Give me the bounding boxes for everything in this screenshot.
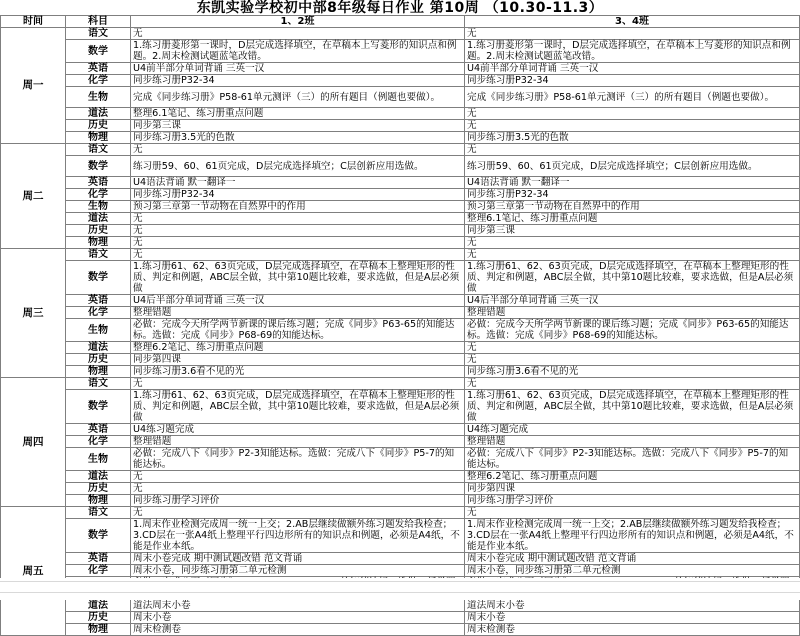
table-row [1,189,800,201]
homework-cell-class-a: 整理6.1笔记、练习册重点问题 [131,108,465,120]
subject-cell: 语文 [66,378,131,390]
homework-cell-class-b: 同步第四课 [465,483,800,495]
subject-cell: 化学 [66,565,131,577]
homework-cell-class-a: 周末小卷 [131,612,465,624]
table-row [1,565,800,577]
subject-cell: 道法 [66,600,131,612]
table-row [1,519,800,553]
page-title: 东凯实验学校初中部8年级每日作业 第10周 （10.30-11.3） [196,0,604,16]
homework-cell-class-b: 无 [465,342,800,354]
day-label: 周三 [1,249,66,378]
subject-cell: 化学 [66,75,131,87]
homework-cell-class-b: 同步第三课 [465,225,800,237]
table-row [1,40,800,63]
table-row [1,354,800,366]
homework-cell-class-b: 整理错题 [465,307,800,319]
table-row [1,624,800,636]
subject-cell: 生物 [66,201,131,213]
homework-cell-class-b: 无 [465,354,800,366]
subject-cell: 物理 [66,237,131,249]
homework-cell-class-a: 同步练习册学习评价 [131,495,465,507]
subject-cell: 英语 [66,553,131,565]
homework-cell-class-b: 无 [465,144,800,156]
homework-cell-class-b: U4前半部分单词背诵 三英一汉 [465,63,800,75]
homework-cell-class-b: 同步练习册3.5光的色散 [465,132,800,144]
table-row [1,213,800,225]
homework-cell-class-a: 无 [131,213,465,225]
homework-cell-class-a: 无 [131,225,465,237]
table-row [1,495,800,507]
homework-cell-class-b: 练习册59、60、61页完成，D层完成选择填空；C层创新应用选做。 [465,156,800,177]
subject-cell: 语文 [66,28,131,40]
table-row [1,108,800,120]
homework-cell-class-b: 1.周末作业检测完成周一统一上交；2.AB层继续做额外练习题发给我检查；3.CD层在一张A4纸上整理平行四边形所有的知识点和例题，必须是A4纸，不能是作业本纸。 [465,519,800,553]
table-row [1,436,800,448]
empty-spreadsheet-rows [0,578,800,600]
homework-cell-class-a: 无 [131,378,465,390]
day-label: 周一 [1,28,66,144]
homework-cell-class-b: 必做：完成八下《同步》P2-3知能达标。选做：完成八下《同步》P5-7的知能达标。 [465,448,800,471]
table-row [1,132,800,144]
table-row [1,612,800,624]
header-subject: 科目 [66,16,131,28]
homework-cell-class-a: 1.练习册61、62、63页完成，D层完成选择填空，在草稿本上整理矩形的性质、判定和例题，ABC层全做，其中第10题比较难，要求选做，但是A层必须做 [131,390,465,424]
homework-cell-class-a: 周末检测卷 [131,624,465,636]
homework-cell-class-a: U4练习题完成 [131,424,465,436]
homework-cell-class-b: 无 [465,108,800,120]
homework-cell-class-b: 1.练习册61、62、63页完成，D层完成选择填空，在草稿本上整理矩形的性质、判定和例题，ABC层全做，其中第10题比较难，要求选做，但是A层必须做 [465,261,800,295]
table-row [1,366,800,378]
subject-cell: 语文 [66,144,131,156]
homework-cell-class-a: 同步练习册3.5光的色散 [131,132,465,144]
subject-cell: 英语 [66,63,131,75]
subject-cell: 生物 [66,87,131,108]
homework-cell-class-b: 同步练习册学习评价 [465,495,800,507]
homework-cell-class-a: 1.周末作业检测完成周一统一上交；2.AB层继续做额外练习题发给我检查；3.CD层在一张A4纸上整理平行四边形所有的知识点和例题，必须是A4纸，不能是作业本纸。 [131,519,465,553]
homework-table-body [1,16,800,636]
subject-cell: 英语 [66,424,131,436]
subject-cell: 英语 [66,177,131,189]
homework-cell-class-a: 同步第三课 [131,120,465,132]
homework-cell-class-b: 完成《同步练习册》P58-61单元测评（三）的所有题目（例题也要做）。 [465,87,800,108]
table-row [1,471,800,483]
table-row [1,177,800,189]
homework-cell-class-a: 练习册59、60、61页完成，D层完成选择填空；C层创新应用选做。 [131,156,465,177]
homework-cell-class-a: 无 [131,237,465,249]
homework-cell-class-a: U4前半部分单词背诵 三英一汉 [131,63,465,75]
table-row [1,28,800,40]
subject-cell: 道法 [66,213,131,225]
table-row [1,249,800,261]
homework-cell-class-b: 无 [465,28,800,40]
table-row [1,483,800,495]
homework-cell-class-b: 无 [465,378,800,390]
subject-cell: 化学 [66,307,131,319]
homework-cell-class-a: 无 [131,28,465,40]
homework-cell-class-b: 道法周末小卷 [465,600,800,612]
homework-cell-class-a: 同步第四课 [131,354,465,366]
table-row [1,144,800,156]
subject-cell: 数学 [66,261,131,295]
table-row [1,75,800,87]
homework-cell-class-a: 预习第三章第一节动物在自然界中的作用 [131,201,465,213]
homework-cell-class-b: 周末小卷，同步练习册第二单元检测 [465,565,800,577]
table-row [1,307,800,319]
subject-cell: 历史 [66,483,131,495]
homework-cell-class-b: 同步练习册P32-34 [465,75,800,87]
homework-cell-class-b: 整理错题 [465,436,800,448]
homework-cell-class-b: 无 [465,507,800,519]
header-time: 时间 [1,16,66,28]
subject-cell: 化学 [66,189,131,201]
homework-cell-class-a: 整理错题 [131,307,465,319]
homework-cell-class-a: 无 [131,507,465,519]
subject-cell: 道法 [66,342,131,354]
table-row [1,261,800,295]
gridline [0,592,800,593]
homework-table [0,15,800,636]
subject-cell: 化学 [66,436,131,448]
subject-cell: 数学 [66,390,131,424]
homework-cell-class-a: 同步练习册3.6看不见的光 [131,366,465,378]
homework-cell-class-b: 同步练习册P32-34 [465,189,800,201]
homework-cell-class-a: 1.练习册61、62、63页完成，D层完成选择填空，在草稿本上整理矩形的性质、判定和例题，ABC层全做，其中第10题比较难，要求选做，但是A层必须做 [131,261,465,295]
homework-cell-class-a: 无 [131,471,465,483]
homework-cell-class-b: 整理6.1笔记、练习册重点问题 [465,213,800,225]
subject-cell: 物理 [66,132,131,144]
homework-cell-class-b: 周末小卷 [465,612,800,624]
gridline [0,581,800,582]
table-row [1,201,800,213]
homework-cell-class-a: 周末小卷，同步练习册第二单元检测 [131,565,465,577]
homework-cell-class-b: U4后半部分单词背诵 三英一汉 [465,295,800,307]
homework-cell-class-a: 周末小卷完成 期中测试题改错 范文背诵 [131,553,465,565]
subject-cell: 数学 [66,519,131,553]
subject-cell: 物理 [66,366,131,378]
table-row [1,87,800,108]
homework-cell-class-b: U4语法背诵 默一翻译一 [465,177,800,189]
homework-cell-class-a: 无 [131,483,465,495]
homework-cell-class-b: 1.练习册61、62、63页完成，D层完成选择填空，在草稿本上整理矩形的性质、判定和例题，ABC层全做，其中第10题比较难，要求选做，但是A层必须做 [465,390,800,424]
day-label: 周四 [1,378,66,507]
subject-cell: 历史 [66,120,131,132]
table-row [1,448,800,471]
day-label: 周五 [1,507,66,636]
homework-cell-class-b: 同步练习册3.6看不见的光 [465,366,800,378]
subject-cell: 生物 [66,319,131,342]
homework-cell-class-b: U4练习题完成 [465,424,800,436]
homework-cell-class-a: 同步练习册P32-34 [131,75,465,87]
homework-cell-class-a: 1.练习册菱形第一课时，D层完成选择填空，在草稿本上写菱形的知识点和例题。2.周末检测试题蓝笔改错。 [131,40,465,63]
homework-cell-class-a: 整理6.2笔记、练习册重点问题 [131,342,465,354]
homework-cell-class-a: 道法周末小卷 [131,600,465,612]
table-row [1,553,800,565]
table-row [1,424,800,436]
homework-cell-class-b: 无 [465,120,800,132]
homework-cell-class-b: 无 [465,237,800,249]
subject-cell: 历史 [66,225,131,237]
homework-cell-class-a: 必做：完成八下《同步》P2-3知能达标。选做：完成八下《同步》P5-7的知能达标。 [131,448,465,471]
table-row [1,507,800,519]
homework-cell-class-b: 预习第三章第一节动物在自然界中的作用 [465,201,800,213]
subject-cell: 英语 [66,295,131,307]
header-class-b: 3、4班 [465,16,800,28]
table-row [1,295,800,307]
homework-cell-class-a: 整理错题 [131,436,465,448]
subject-cell: 语文 [66,249,131,261]
table-row [1,600,800,612]
subject-cell: 数学 [66,40,131,63]
day-label: 周二 [1,144,66,249]
homework-cell-class-a: 同步练习册P32-34 [131,189,465,201]
homework-cell-class-b: 周末小卷完成 期中测试题改错 范文背诵 [465,553,800,565]
homework-cell-class-a: 完成《同步练习册》P58-61单元测评（三）的所有题目（例题也要做）。 [131,87,465,108]
table-row [1,120,800,132]
table-row [1,378,800,390]
subject-cell: 物理 [66,495,131,507]
subject-cell: 历史 [66,612,131,624]
subject-cell: 历史 [66,354,131,366]
homework-cell-class-b: 无 [465,249,800,261]
homework-cell-class-b: 整理6.2笔记、练习册重点问题 [465,471,800,483]
homework-cell-class-b: 周末检测卷 [465,624,800,636]
subject-cell: 数学 [66,156,131,177]
table-row [1,319,800,342]
table-row [1,237,800,249]
subject-cell: 生物 [66,448,131,471]
homework-cell-class-a: 必做：完成今天所学两节新课的课后练习题；完成《同步》P63-65的知能达标。选做：完成《同步》P68-69的知能达标。 [131,319,465,342]
subject-cell: 道法 [66,471,131,483]
table-row [1,156,800,177]
homework-cell-class-b: 必做：完成今天所学两节新课的课后练习题；完成《同步》P63-65的知能达标。选做：完成《同步》P68-69的知能达标。 [465,319,800,342]
subject-cell: 道法 [66,108,131,120]
homework-cell-class-b: 1.练习册菱形第一课时，D层完成选择填空，在草稿本上写菱形的知识点和例题。2.周末检测试题蓝笔改错。 [465,40,800,63]
table-header-row [1,16,800,28]
homework-cell-class-a: 无 [131,144,465,156]
table-row [1,225,800,237]
homework-cell-class-a: U4后半部分单词背诵 三英一汉 [131,295,465,307]
table-row [1,342,800,354]
homework-cell-class-a: U4语法背诵 默一翻译一 [131,177,465,189]
header-class-a: 1、2班 [131,16,465,28]
table-row [1,390,800,424]
table-row [1,63,800,75]
subject-cell: 语文 [66,507,131,519]
subject-cell: 物理 [66,624,131,636]
homework-cell-class-a: 无 [131,249,465,261]
